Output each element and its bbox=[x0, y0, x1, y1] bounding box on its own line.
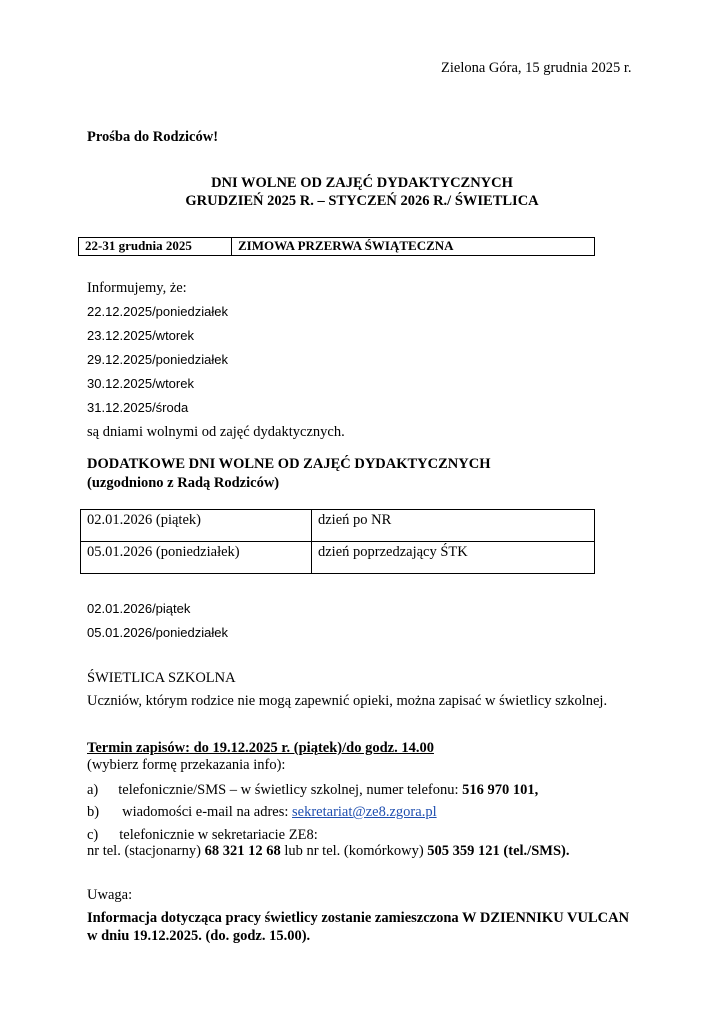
day-item: 31.12.2025/środa bbox=[87, 400, 189, 415]
additional-list-item: 02.01.2026/piątek bbox=[87, 601, 191, 616]
option-c bbox=[87, 827, 318, 844]
intro-text: Informujemy, że: bbox=[87, 280, 187, 296]
option-b bbox=[87, 804, 437, 821]
mobile-label: lub nr tel. (komórkowy) bbox=[284, 843, 424, 859]
table-row bbox=[81, 510, 595, 542]
swietlica-text: Uczniów, którym rodzice nie mogą zapewnić opieki, można zapisać w świetlicy szkolnej. bbox=[87, 693, 608, 709]
day-item: 23.12.2025/wtorek bbox=[87, 328, 194, 343]
date-line: Zielona Góra, 15 grudnia 2025 r. bbox=[441, 60, 632, 76]
termin-note: (wybierz formę przekazania info): bbox=[87, 757, 286, 773]
day-item: 22.12.2025/poniedziałek bbox=[87, 304, 228, 319]
day-item: 29.12.2025/poniedziałek bbox=[87, 352, 228, 367]
break-date: 22-31 grudnia 2025 bbox=[79, 238, 232, 256]
additional-table bbox=[80, 509, 595, 574]
greeting: Prośba do Rodziców! bbox=[87, 129, 219, 145]
additional-reason: dzień poprzedzający ŚTK bbox=[312, 542, 595, 574]
termin-heading: Termin zapisów: do 19.12.2025 r. (piątek)/do godz. 14.00 bbox=[87, 740, 434, 756]
additional-date: 02.01.2026 (piątek) bbox=[81, 510, 312, 542]
break-label: ZIMOWA PRZERWA ŚWIĄTECZNA bbox=[232, 238, 595, 256]
landline-number: 68 321 12 68 bbox=[204, 843, 281, 859]
table-row bbox=[81, 542, 595, 574]
additional-subheading: (uzgodniono z Radą Rodziców) bbox=[87, 475, 280, 491]
additional-date: 05.01.2026 (poniedziałek) bbox=[81, 542, 312, 574]
additional-list-item: 05.01.2026/poniedziałek bbox=[87, 625, 228, 640]
mobile-number: 505 359 121 (tel./SMS). bbox=[427, 843, 570, 859]
phone-line bbox=[87, 843, 569, 860]
option-b-text: wiadomości e-mail na adres: bbox=[122, 804, 289, 820]
uwaga-line-1: Informacja dotycząca pracy świetlicy zostanie zamieszczona W DZIENNIKU VULCAN bbox=[87, 910, 630, 926]
uwaga-line-2: w dniu 19.12.2025. (do. godz. 15.00). bbox=[87, 928, 311, 944]
days-closing: są dniami wolnymi od zajęć dydaktycznych. bbox=[87, 424, 345, 440]
additional-reason: dzień po NR bbox=[312, 510, 595, 542]
additional-heading: DODATKOWE DNI WOLNE OD ZAJĘĆ DYDAKTYCZNYCH bbox=[87, 456, 491, 472]
landline-label: nr tel. (stacjonarny) bbox=[87, 843, 201, 859]
email-link[interactable]: sekretariat@ze8.zgora.pl bbox=[292, 804, 437, 820]
option-a bbox=[87, 782, 538, 799]
option-c-label: c) bbox=[87, 827, 99, 843]
title-line-1: DNI WOLNE OD ZAJĘĆ DYDAKTYCZNYCH bbox=[211, 175, 513, 191]
title-line-2: GRUDZIEŃ 2025 R. – STYCZEŃ 2026 R./ ŚWIETLICA bbox=[185, 193, 539, 209]
option-b-label: b) bbox=[87, 804, 100, 820]
day-item: 30.12.2025/wtorek bbox=[87, 376, 194, 391]
option-c-text: telefonicznie w sekretariacie ZE8: bbox=[119, 827, 318, 843]
option-a-text: telefonicznie/SMS – w świetlicy szkolnej, numer telefonu: bbox=[118, 782, 459, 798]
swietlica-heading: ŚWIETLICA SZKOLNA bbox=[87, 670, 236, 686]
break-table bbox=[78, 237, 595, 256]
uwaga-label: Uwaga: bbox=[87, 887, 133, 903]
option-a-label: a) bbox=[87, 782, 99, 798]
option-a-number: 516 970 101, bbox=[462, 782, 539, 798]
